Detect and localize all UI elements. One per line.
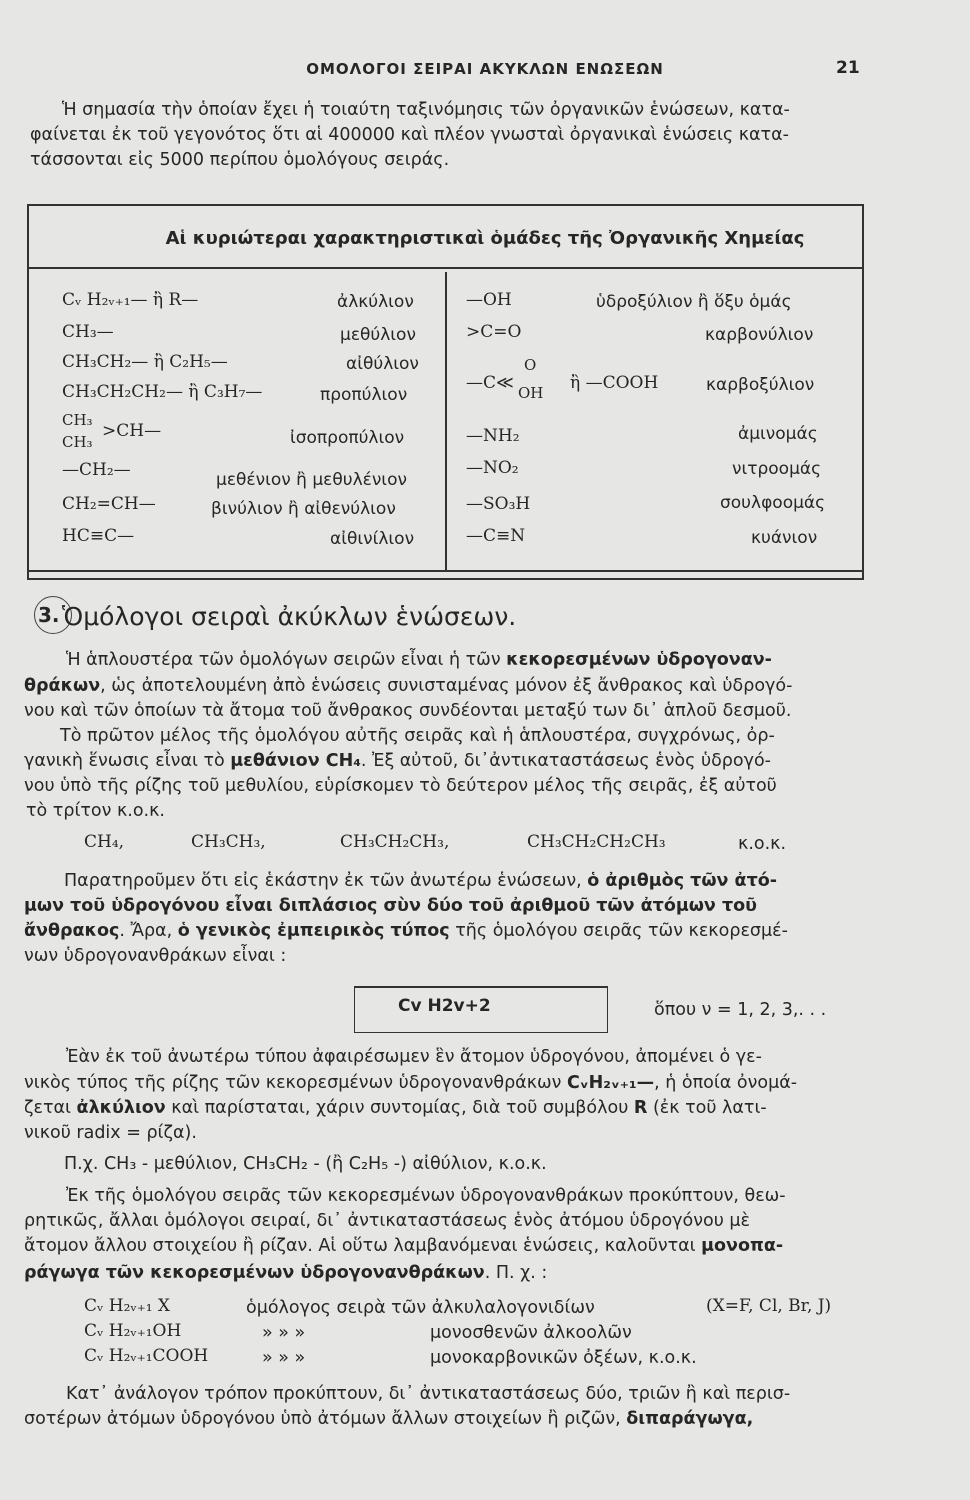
para3-line-4: νικοῦ radix = ρίζα). (24, 1123, 197, 1143)
right-formula-7: —C≡N (466, 526, 526, 546)
right-formula-3-top: O (524, 356, 537, 374)
left-formula-4: CH₃CH₂CH₂— ἢ C₃H₇— (62, 382, 263, 402)
right-name-5: νιτροομάς (732, 459, 822, 479)
left-formula-8: HC≡C— (62, 526, 135, 546)
right-name-4: ἀμινομάς (738, 424, 818, 444)
left-formula-2: CH₃— (62, 322, 114, 342)
series-formula-1: CH₄, (84, 832, 125, 852)
para2-line-1: Παρατηροῦμεν ὅτι εἰς ἑκάστην ἐκ τῶν ἀνωτέρω ἑνώσεων, ὁ ἀριθμὸς τῶν ἀτό- (64, 871, 778, 891)
para3-line-3: ζεται ἀλκύλιον καὶ παρίσταται, χάριν συντομίας, διὰ τοῦ συμβόλου R (ἐκ τοῦ λατι- (24, 1098, 767, 1118)
table-header-rule (27, 267, 864, 269)
left-name-7: βινύλιον ἢ αἰθενύλιον (211, 499, 396, 519)
derivative-3-ditto: » » » (262, 1348, 306, 1368)
intro-line-2: φαίνεται ἐκ τοῦ γεγονότος ὅτι αἱ 400000 καὶ πλέον γνωσταὶ ὀργανικαὶ ἑνώσεις κατα- (30, 125, 789, 145)
left-name-4: προπύλιον (320, 385, 408, 405)
series-etc: κ.ο.κ. (738, 834, 787, 854)
table-title: Αἱ κυριώτεραι χαρακτηριστικαὶ ὁμάδες τῆς Ὀργανικῆς Χημείας (165, 228, 805, 249)
left-formula-7: CH₂=CH— (62, 494, 156, 514)
para1-line-6: νου ὑπὸ τῆς ρίζης τοῦ μεθυλίου, εὑρίσκομεν τὸ δεύτερον μέλος τῆς σειρᾶς, ἐξ αὐτοῦ (24, 776, 777, 796)
right-formula-3-bottom: OH (518, 384, 544, 402)
derivative-2-desc: μονοσθενῶν ἀλκοολῶν (430, 1323, 632, 1343)
right-formula-3-main: —C≪ (466, 373, 514, 393)
para1-line-4: Τὸ πρῶτον μέλος τῆς ὁμολόγου αὐτῆς σειρᾶς καὶ ἡ ἁπλουστέρα, συγχρόνως, ὀρ- (60, 726, 775, 746)
left-formula-3: CH₃CH₂— ἢ C₂H₅— (62, 352, 228, 372)
para4-line-4: ράγωγα τῶν κεκορεσμένων ὑδρογονανθράκων. Π. χ. : (24, 1263, 548, 1283)
para3-line-5: Π.χ. CH₃ - μεθύλιον, CH₃CH₂ - (ἢ C₂H₅ -) αἰθύλιον, κ.ο.κ. (64, 1154, 547, 1174)
derivative-1-note: (X=F, Cl, Br, J) (706, 1296, 832, 1316)
left-name-5: ἰσοπροπύλιον (290, 428, 405, 448)
left-name-8: αἰθινίλιον (330, 529, 415, 549)
para3-line-1: Ἐὰν ἐκ τοῦ ἀνωτέρω τύπου ἀφαιρέσωμεν ἓν ἄτομον ὑδρογόνου, ἀπομένει ὁ γε- (66, 1047, 762, 1067)
para1-line-7: τὸ τρίτον κ.ο.κ. (26, 801, 165, 821)
right-formula-4: —NH₂ (466, 426, 520, 446)
intro-line-3: τάσσονται εἰς 5000 περίπου ὁμολόγους σειράς. (30, 150, 450, 170)
left-name-6: μεθένιον ἢ μεθυλένιον (216, 470, 407, 490)
para2-line-3: ἄνθρακος. Ἄρα, ὁ γενικὸς ἐμπειρικὸς τύπος τῆς ὁμολόγου σειρᾶς τῶν κεκορεσμέ- (24, 921, 788, 941)
right-formula-1: —OH (466, 290, 512, 310)
para4-line-3: ἄτομον ἄλλου στοιχείου ἢ ρίζαν. Αἱ οὕτω λαμβανόμεναι ἑνώσεις, καλοῦνται μονοπα- (24, 1236, 784, 1256)
right-formula-6: —SO₃H (466, 494, 531, 514)
right-formula-2: >C=O (466, 322, 522, 342)
left-formula-5-bottom: CH₃ (62, 433, 93, 451)
derivative-1-formula: Cᵥ H₂ᵥ₊₁ X (84, 1296, 171, 1316)
para2-line-4: νων ὑδρογονανθράκων εἶναι : (24, 946, 287, 966)
para1-line-1: Ἡ ἁπλουστέρα τῶν ὁμολόγων σειρῶν εἶναι ἡ τῶν κεκορεσμένων ὑδρογοναν- (66, 650, 772, 670)
right-formula-5: —NO₂ (466, 458, 519, 478)
para1-line-3: νου καὶ τῶν ὁποίων τὰ ἄτομα τοῦ ἄνθρακος συνδέονται μεταξύ των δι᾽ ἁπλοῦ δεσμοῦ. (24, 701, 792, 721)
intro-line-1: Ἡ σημασία τὴν ὁποίαν ἔχει ἡ τοιαύτη ταξινόμησις τῶν ὀργανικῶν ἑνώσεων, κατα- (62, 100, 790, 120)
left-name-2: μεθύλιον (340, 325, 416, 345)
derivative-3-desc: μονοκαρβονικῶν ὀξέων, κ.ο.κ. (430, 1348, 697, 1368)
derivative-3-formula: Cᵥ H₂ᵥ₊₁COOH (84, 1346, 209, 1366)
left-formula-5-side: >CH— (102, 421, 162, 441)
para1-line-5: γανικὴ ἕνωσις εἶναι τὸ μεθάνιον CH₄. Ἐξ αὐτοῦ, δι᾽ἀντικαταστάσεως ἑνὸς ὑδρογό- (24, 751, 771, 771)
derivative-1-desc: ὁμόλογος σειρὰ τῶν ἀλκυλαλογονιδίων (246, 1298, 595, 1318)
left-formula-5-top: CH₃ (62, 411, 93, 429)
section-title: Ὁμόλογοι σειραὶ ἀκύκλων ἑνώσεων. (62, 602, 517, 631)
running-header: ΟΜΟΛΟΓΟΙ ΣΕΙΡΑΙ ΑΚΥΚΛΩΝ ΕΝΩΣΕΩΝ (306, 60, 664, 78)
section-number: 3. (38, 603, 60, 627)
para2-line-2: μων τοῦ ὑδρογόνου εἶναι διπλάσιος σὺν δύο τοῦ ἀριθμοῦ τῶν ἀτόμων τοῦ (24, 896, 757, 916)
right-name-2: καρβονύλιον (705, 325, 814, 345)
right-name-3: καρβοξύλιον (706, 375, 815, 395)
left-name-1: ἀλκύλιον (337, 292, 414, 312)
table-column-divider (445, 272, 447, 572)
right-formula-3-alt: ἢ —COOH (570, 373, 659, 393)
page-number: 21 (836, 58, 860, 78)
left-formula-1: Cᵥ H₂ᵥ₊₁— ἢ R— (62, 290, 199, 310)
para4-line-1: Ἐκ τῆς ὁμολόγου σειρᾶς τῶν κεκορεσμένων ὑδρογονανθράκων προκύπτουν, θεω- (66, 1186, 786, 1206)
left-name-3: αἰθύλιον (346, 354, 419, 374)
right-name-7: κυάνιον (751, 528, 818, 548)
general-formula: Cv H2v+2 (398, 996, 491, 1016)
series-formula-3: CH₃CH₂CH₃, (340, 832, 450, 852)
right-name-6: σουλφοομάς (720, 493, 826, 513)
derivative-2-ditto: » » » (262, 1323, 306, 1343)
left-formula-6: —CH₂— (62, 460, 131, 480)
para1-line-2: θράκων, ὡς ἀποτελουμένη ἀπὸ ἑνώσεις συνισταμένας μόνον ἐξ ἄνθρακος καὶ ὑδρογό- (24, 676, 793, 696)
right-name-1: ὑδροξύλιον ἢ ὅξυ ὁμάς (596, 292, 792, 312)
para4-line-2: ρητικῶς, ἄλλαι ὁμόλογοι σειραί, δι᾽ ἀντικαταστάσεως ἑνὸς ἀτόμου ὑδρογόνου μὲ (24, 1211, 751, 1231)
para5-line-1: Κατ᾽ ἀνάλογον τρόπον προκύπτουν, δι᾽ ἀντικαταστάσεως δύο, τριῶν ἢ καὶ περισ- (66, 1384, 791, 1404)
series-formula-2: CH₃CH₃, (191, 832, 266, 852)
derivative-2-formula: Cᵥ H₂ᵥ₊₁OH (84, 1321, 182, 1341)
para3-line-2: νικὸς τύπος τῆς ρίζης τῶν κεκορεσμένων ὑδρογονανθράκων CᵥH₂ᵥ₊₁—, ἡ ὁποία ὀνομά- (24, 1073, 798, 1093)
para5-line-2: σοτέρων ἀτόμων ὑδρογόνου ὑπὸ ἀτόμων ἄλλων στοιχείων ἢ ριζῶν, διπαράγωγα, (24, 1409, 754, 1429)
series-formula-4: CH₃CH₂CH₂CH₃ (527, 832, 666, 852)
general-formula-condition: ὅπου ν = 1, 2, 3,. . . (654, 1000, 827, 1020)
